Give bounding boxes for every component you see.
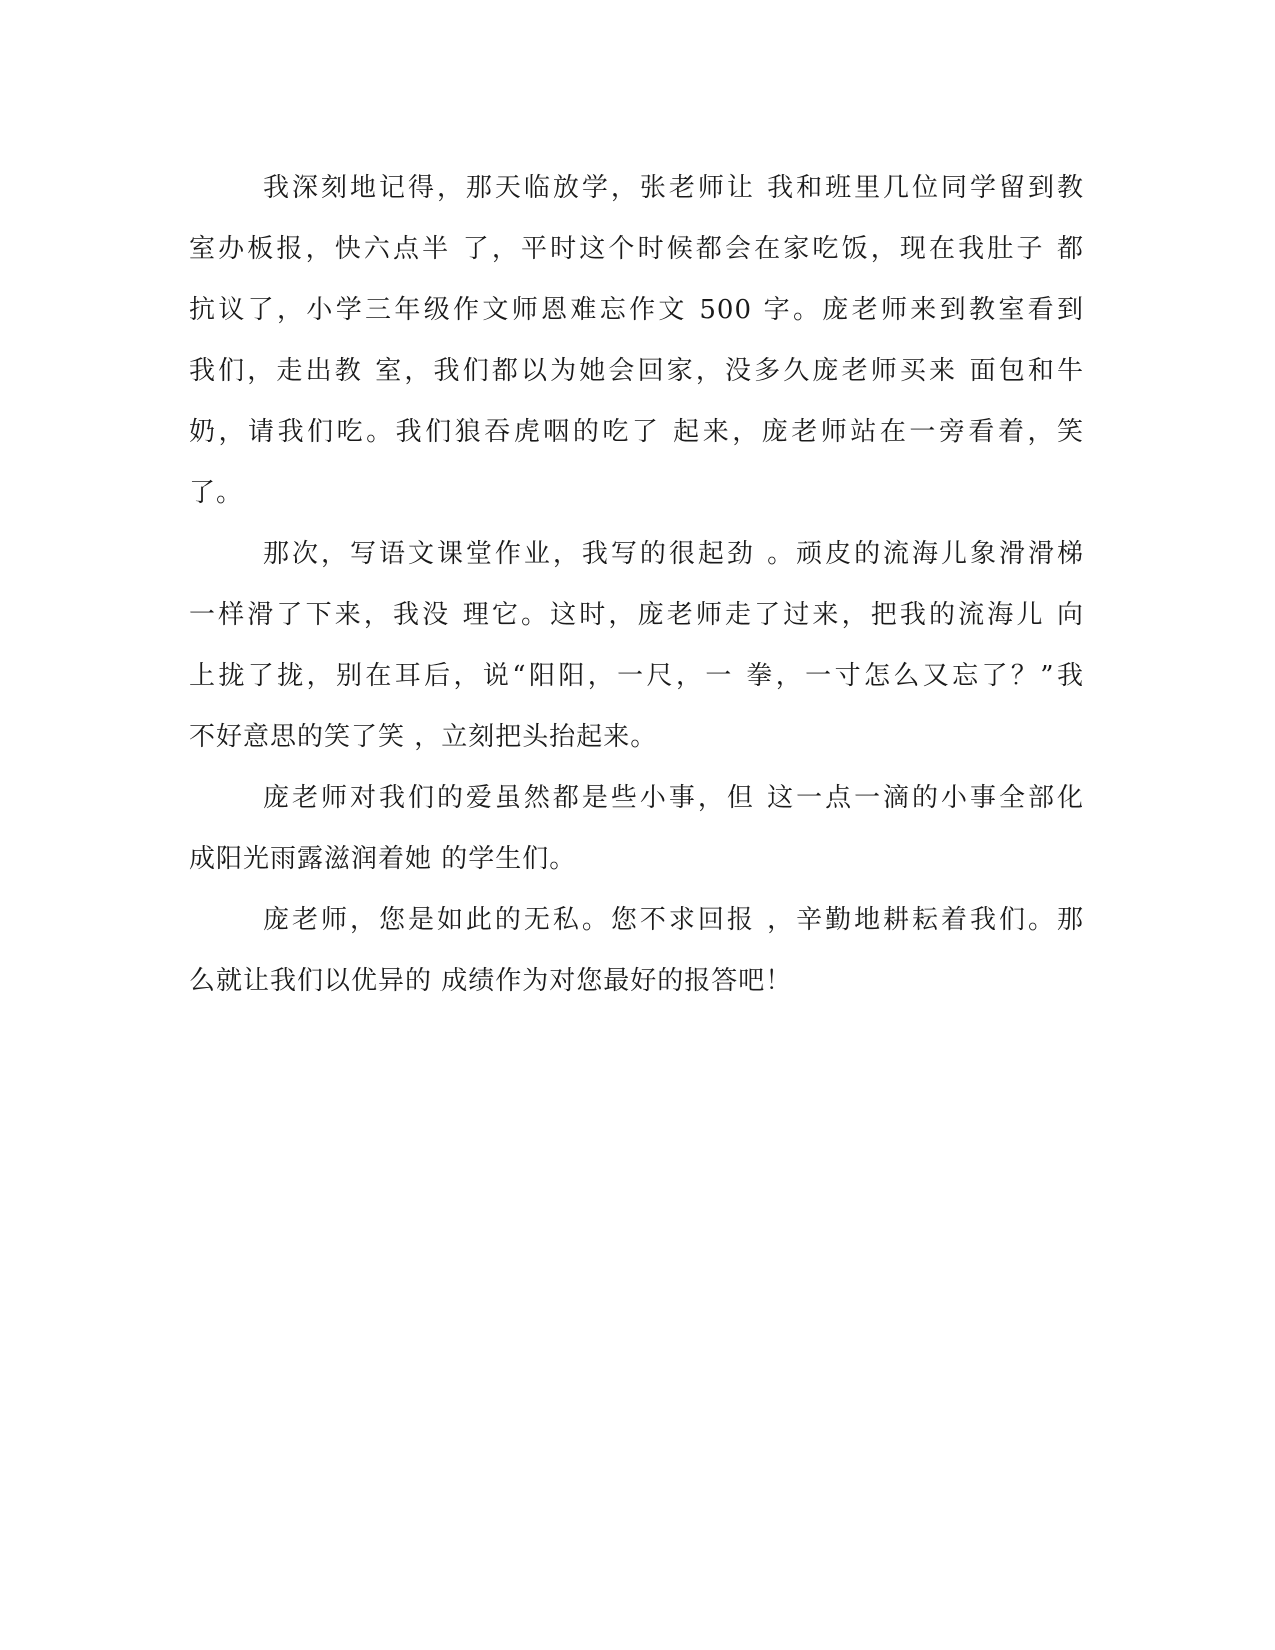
text-line: 么就让我们以优异的 成绩作为对您最好的报答吧！ bbox=[189, 966, 793, 996]
text-line: 庞老师对我们的爱虽然都是些小事，但 这一点一滴的小事全部化 bbox=[263, 783, 1084, 813]
essay-body bbox=[189, 158, 1084, 1012]
paragraph-4 bbox=[189, 890, 1084, 1012]
text-line: 我深刻地记得，那天临放学，张老师让 我和班里几位同学留到教 bbox=[263, 173, 1084, 203]
text-line: 那次，写语文课堂作业，我写的很起劲 。顽皮的流海儿象滑滑梯 bbox=[263, 539, 1084, 569]
paragraph-3 bbox=[189, 768, 1084, 890]
text-line: 抗议了，小学三年级作文师恩难忘作文 500 字。庞老师来到教室看到 bbox=[189, 295, 1084, 325]
text-line: 室办板报，快六点半 了，平时这个时候都会在家吃饭，现在我肚子 都 bbox=[189, 234, 1084, 264]
text-line: 奶，请我们吃。我们狼吞虎咽的吃了 起来，庞老师站在一旁看着，笑 bbox=[189, 417, 1084, 447]
paragraph-1 bbox=[189, 158, 1084, 524]
text-line: 了。 bbox=[189, 478, 244, 508]
text-line: 一样滑了下来，我没 理它。这时，庞老师走了过来，把我的流海儿 向 bbox=[189, 600, 1084, 630]
text-line: 不好意思的笑了笑 ，立刻把头抬起来。 bbox=[189, 722, 658, 752]
paragraph-2 bbox=[189, 524, 1084, 768]
text-line: 我们，走出教 室，我们都以为她会回家，没多久庞老师买来 面包和牛 bbox=[189, 356, 1084, 386]
text-line: 庞老师，您是如此的无私。您不求回报 ，辛勤地耕耘着我们。那 bbox=[263, 905, 1084, 935]
text-line: 上拢了拢，别在耳后，说“阳阳，一尺，一 拳，一寸怎么又忘了？”我 bbox=[189, 661, 1084, 691]
text-line: 成阳光雨露滋润着她 的学生们。 bbox=[189, 844, 577, 874]
